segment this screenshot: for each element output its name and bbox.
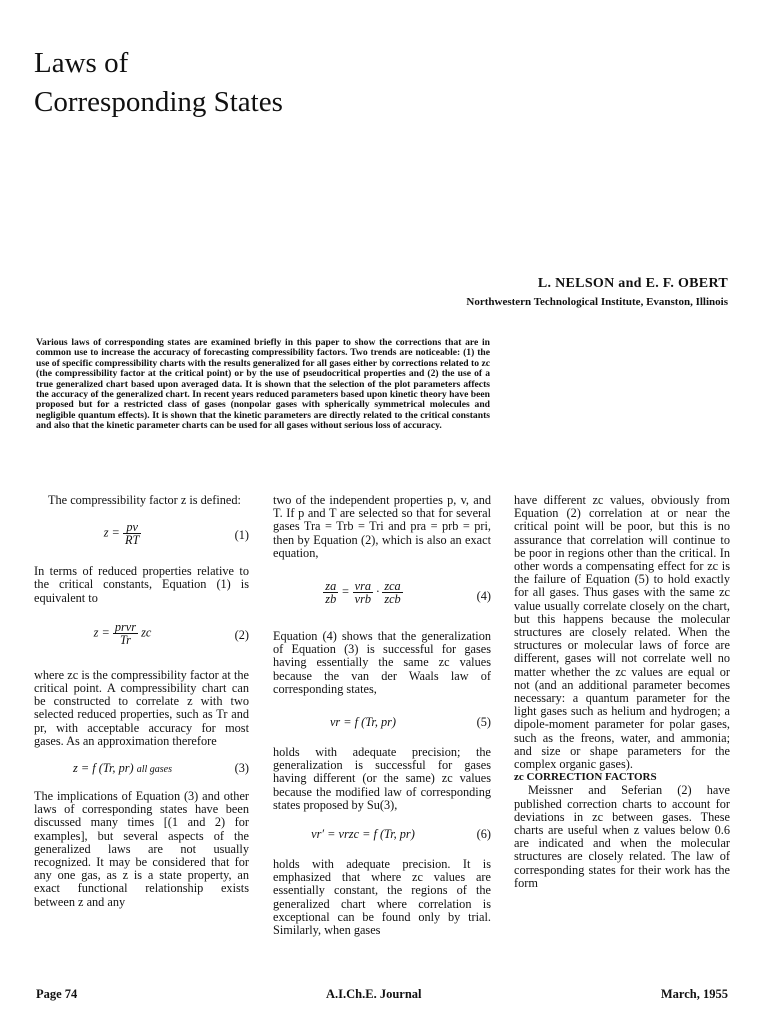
equation-6 xyxy=(273,818,491,858)
eq4-mid-denominator: vrb xyxy=(354,592,372,607)
equation-number: (3) xyxy=(234,761,249,776)
title-line-1: Laws of xyxy=(34,47,129,79)
eq3-body: z = f (Tr, pr) xyxy=(73,761,134,776)
text-column-2 xyxy=(273,494,491,937)
equation-4: $\frac{za}{zb}$ = $\frac{\text{vra}}{\text{vrb}}$ · $\frac{\text{zca}}{\text{zcb}}$ (4) xyxy=(325,579,491,607)
paragraph: holds with adequate precision; the generalization is successful for gases having different (or the same) zc values because the modified law of corresponding states proposed by Su(3), xyxy=(273,745,491,812)
section-heading: zc CORRECTION FACTORS xyxy=(514,771,657,784)
eq2-numerator: prvr xyxy=(114,619,137,634)
equation-5 xyxy=(273,702,491,746)
equation-1 xyxy=(34,517,249,557)
eq4-mid-numerator: vra xyxy=(354,579,372,594)
eq1-denominator: RT xyxy=(124,533,140,548)
eq2-denominator: Tr xyxy=(113,633,138,646)
issue-date: March, 1955 xyxy=(660,987,728,1001)
text-column-3 xyxy=(514,494,730,890)
paragraph: Equation (4) shows that the generalization of Equation (3) is successful for gases having essentially the same zc values because the van der Waals law of corresponding states, xyxy=(273,629,491,696)
equation-number: (5) xyxy=(476,715,491,730)
equation-number: (6) xyxy=(476,827,491,842)
page-number: Page 74 xyxy=(36,987,78,1001)
paragraph: The implications of Equation (3) and other laws of corresponding states have been discussed many times [(1 and 2) for examples], but several aspects of the generalized laws are not usually recognized. It may be considered that for any one gas, as z is a state property, an exact functional relationship exists between z and any xyxy=(34,789,249,909)
authors: L. NELSON and E. F. OBERT xyxy=(537,276,728,291)
journal-name: A.I.Ch.E. Journal xyxy=(326,987,422,1001)
equation-2 xyxy=(34,617,249,657)
paragraph: have different zc values, obviously from Equation (2) correlation at or near the critical point will be poor, but this is no assurance that correlation will continue to be poor in regions other than the critical. In other words a compensating effect for zc is the failure of Equation (5) to hold exactly for all gases. Thus gases with the same zc value usually correlate closely on the chart, but this happens because the molecular structures are closely related. When the structures or molecular laws of force are different, gases will not correlate well no matter whether the zc values are equal or not (and an additional parameter becomes necessary: a quantum parameter for the light gases such as helium and hydrogen; a dipole-moment parameter for polar gases, such as the freons, water, and ammonia; and size or shape parameters for the complex organic gases). xyxy=(514,493,730,772)
text-column-1 xyxy=(34,494,249,909)
eq4-left-denominator: zb xyxy=(325,592,337,607)
eq4-right-numerator: zca xyxy=(384,579,401,594)
paragraph: holds with adequate precision. It is emphasized that where zc values are essentially constant, the regions of the generalized chart where correlation is exceptional can be found only by trial. Similarly, when gases xyxy=(273,857,491,938)
eq5-body: vr = f (Tr, pr) xyxy=(329,715,397,730)
equation-number: (1) xyxy=(234,528,249,543)
eq2-lhs: z = xyxy=(93,625,110,640)
article-title xyxy=(34,44,283,122)
paragraph: In terms of reduced properties relative to the critical constants, Equation (1) is equivalent to xyxy=(34,564,249,605)
paragraph: where zc is the compressibility factor at the critical point. A compressibility chart can be constructed to correlate z with two selected reduced properties, such as Tr and pr, with acceptable accuracy for most gases. As an approximation therefore xyxy=(34,667,249,748)
equation-3 xyxy=(34,756,249,790)
eq1-lhs: z = xyxy=(103,525,120,540)
paragraph: two of the independent properties p, v, and T. If p and T are selected so that for several gases Tra = Trb = Tri and pra = prb = pri, then by Equation (2), which is also an exact equation, xyxy=(273,493,491,560)
equation-number: (2) xyxy=(234,627,249,642)
eq1-numerator: pv xyxy=(126,520,138,535)
paragraph: The compressibility factor z is defined: xyxy=(48,493,241,507)
eq3-subscript: all gases xyxy=(136,764,172,776)
eq4-left-numerator: za xyxy=(325,579,337,594)
affiliation: Northwestern Technological Institute, Evanston, Illinois xyxy=(466,296,728,308)
eq4-right-denominator: zcb xyxy=(384,592,401,607)
eq6-body: vr′ = vrzc = f (Tr, pr) xyxy=(311,827,415,842)
paragraph: Meissner and Seferian (2) have published correction charts to account for deviations in zc between gases. These charts are useful when z values below 0.6 are indicated and when the molecular structures are closely related. The law of corresponding states for their work has the form xyxy=(514,783,730,890)
equation-number: (4) xyxy=(476,589,491,604)
title-line-2: Corresponding States xyxy=(34,86,283,118)
eq2-rhs: zc xyxy=(141,625,152,640)
abstract: Various laws of corresponding states are examined briefly in this paper to show the corrections that are in common use to increase the accuracy of forecasting compressibility factors. Two trends are noticeable: (1) the use of specific compressibility charts with the results generalized for all gases either by corrections related to zc (the compressibility factor at the critical point) or by the use of pseudocritical properties and (2) the use of a true generalized chart based upon averaged data. It is shown that the selection of the plot parameters affects the accuracy of the generalized chart. In recent years reduced parameters based upon kinetic theory have been proposed but for a restricted class of gases (nonpolar gases with spherically symmetrical molecules and negligible quantum effects). It is shown that the kinetic parameters are directly related to the critical constants and also that the kinetic parameter charts can be used for all gases without serious loss of accuracy. xyxy=(36,337,490,432)
